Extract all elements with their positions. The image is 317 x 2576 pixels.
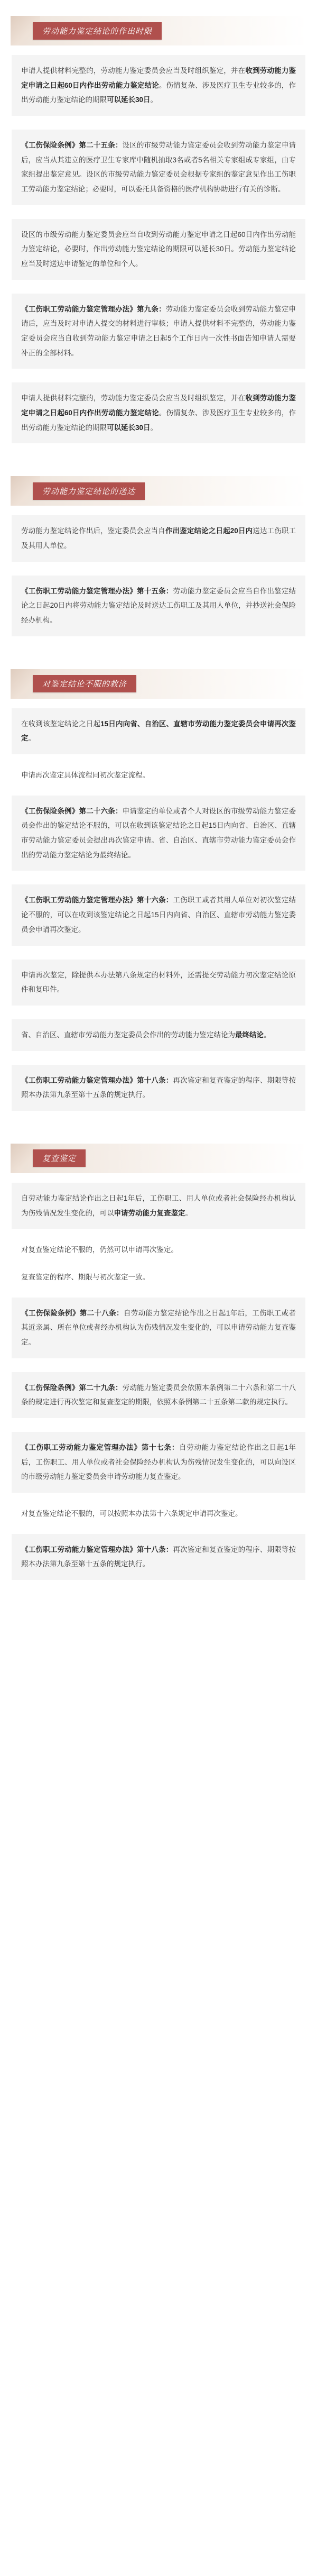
text: 对复查鉴定结论不服的，可以按照本办法第十六条规定申请再次鉴定。 [21, 1509, 243, 1518]
bold-text: 最终结论 [235, 1030, 264, 1039]
bold-text: 申请劳动能力复查鉴定 [114, 1209, 185, 1217]
paragraph-box [12, 576, 305, 636]
text: 。 [150, 423, 158, 432]
paragraph-box [12, 796, 305, 871]
text: 。伤情复杂、涉及医疗卫生专业较多的，作出劳动能力鉴定结论的期限 [21, 409, 296, 432]
bold-text: 《工伤保险条例》第二十六条： [21, 807, 123, 815]
text: 。 [28, 734, 35, 743]
section [0, 460, 317, 653]
plain-paragraph [12, 768, 305, 783]
section [0, 653, 317, 1128]
section [0, 0, 317, 460]
bold-text: 《工伤保险条例》第二十九条： [21, 1383, 123, 1392]
text: 在收到该鉴定结论之日起 [21, 719, 101, 728]
text: 送达工伤职工及其用人单位。 [21, 527, 296, 550]
bold-text: 《工伤职工劳动能力鉴定管理办法》第十八条： [21, 1076, 173, 1084]
text: 自劳动能力鉴定结论作出之日起1年后，工伤职工、用人单位或者社会保险经办机构认为伤残情况发生变化的，可以向设区的市级劳动能力鉴定委员会申请劳动能力复查鉴定。 [21, 1443, 296, 1481]
bold-text: 《工伤职工劳动能力鉴定管理办法》第九条： [21, 305, 166, 313]
section-header [11, 16, 306, 45]
text: 劳动能力鉴定委员会依照本条例第二十六条和第二十八条的规定进行再次鉴定和复查鉴定的期限，依照本条例第二十五条第二款的规定执行。 [21, 1383, 296, 1406]
section-header [11, 669, 306, 699]
section-title: 对鉴定结论不服的救济 [33, 675, 136, 692]
paragraph-box [12, 1019, 305, 1051]
plain-paragraph [12, 1506, 305, 1521]
text: 自劳动能力鉴定结论作出之日起1年后，工伤职工或者其近亲属、所在单位或者经办机构认为伤残情况发生变化的，可以申请劳动能力复查鉴定。 [21, 1309, 296, 1346]
text: 再次鉴定和复查鉴定的程序、期限等按照本办法第九条至第十五条的规定执行。 [21, 1076, 296, 1099]
paragraph-box [12, 1183, 305, 1229]
bold-text: 《工伤职工劳动能力鉴定管理办法》第十六条： [21, 896, 173, 905]
paragraph-box [12, 55, 305, 116]
bold-text: 15日内向省、自治区、直辖市劳动能力鉴定委员会申请再次鉴定 [21, 719, 296, 743]
bold-text: 作出鉴定结论之日起20日内 [165, 527, 253, 535]
bold-text: 可以延长30日 [107, 423, 151, 432]
text: 。 [185, 1209, 192, 1217]
text: 劳动能力鉴定委员会收到劳动能力鉴定申请后，应当及时对申请人提交的材料进行审核；申请人提供材料不完整的，劳动能力鉴定委员会应当自收到劳动能力鉴定申请之日起5个工作日内一次性书面告知申请人需要补正的全部材料。 [21, 305, 296, 357]
paragraph-box [12, 1372, 305, 1418]
paragraph-box [12, 708, 305, 754]
paragraph-box [12, 960, 305, 1006]
text: 工伤职工或者其用人单位对初次鉴定结论不服的，可以在收到该鉴定结论之日起15日内向省、自治区、直辖市劳动能力鉴定委员会申请再次鉴定。 [21, 896, 296, 934]
section-title: 复查鉴定 [33, 1149, 86, 1167]
text: 省、自治区、直辖市劳动能力鉴定委员会作出的劳动能力鉴定结论为 [21, 1030, 235, 1039]
paragraph-box [12, 294, 305, 369]
bold-text: 可以延长30日 [107, 96, 151, 104]
bold-text: 《工伤职工劳动能力鉴定管理办法》第十五条： [21, 587, 173, 595]
section [0, 1128, 317, 1597]
section-title: 劳动能力鉴定结论的作出时限 [33, 22, 162, 40]
bold-text: 《工伤职工劳动能力鉴定管理办法》第十七条： [21, 1443, 179, 1451]
text: 复查鉴定的程序、期限与初次鉴定一致。 [21, 1273, 150, 1281]
text: 设区的市级劳动能力鉴定委员会应当自收到劳动能力鉴定申请之日起60日内作出劳动能力鉴定结论，必要时，作出劳动能力鉴定结论的期限可以延长30日。劳动能力鉴定结论应当及时送达申请鉴定的单位和个人。 [21, 230, 296, 268]
bold-text: 收到劳动能力鉴定申请之日起60日内作出劳动能力鉴定结论 [21, 67, 296, 89]
bold-text: 《工伤职工劳动能力鉴定管理办法》第十八条： [21, 1545, 173, 1554]
text: 对复查鉴定结论不服的，仍然可以申请再次鉴定。 [21, 1246, 178, 1254]
bold-text: 《工伤保险条例》第二十八条： [21, 1309, 124, 1317]
section-title: 劳动能力鉴定结论的送达 [33, 482, 145, 500]
paragraph-box [12, 130, 305, 205]
paragraph-box [12, 1534, 305, 1580]
text: 。 [150, 96, 158, 104]
text: 再次鉴定和复查鉴定的程序、期限等按照本办法第九条至第十五条的规定执行。 [21, 1545, 296, 1568]
text: 劳动能力鉴定委员会应当自作出鉴定结论之日起20日内将劳动能力鉴定结论及时送达工伤职工及其用人单位，并抄送社会保险经办机构。 [21, 587, 296, 625]
text: 。伤情复杂、涉及医疗卫生专业较多的，作出劳动能力鉴定结论的期限 [21, 81, 296, 104]
bold-text: 《工伤保险条例》第二十五条： [21, 141, 123, 150]
paragraph-box [12, 1432, 305, 1493]
text: 申请人提供材料完整的，劳动能力鉴定委员会应当及时组织鉴定，并在 [21, 394, 246, 403]
text: 申请人提供材料完整的，劳动能力鉴定委员会应当及时组织鉴定，并在 [21, 67, 246, 75]
paragraph-box [12, 515, 305, 561]
plain-paragraph [12, 1243, 305, 1257]
paragraph-box [12, 884, 305, 945]
bold-text: 收到劳动能力鉴定申请之日起60日内作出劳动能力鉴定结论 [21, 394, 296, 417]
section-header [11, 1144, 306, 1173]
text: 申请再次鉴定具体流程同初次鉴定流程。 [21, 771, 150, 780]
paragraph-box [12, 382, 305, 443]
paragraph-box [12, 219, 305, 280]
text: 。 [264, 1030, 271, 1039]
paragraph-box [12, 1065, 305, 1111]
text: 设区的市级劳动能力鉴定委员会收到劳动能力鉴定申请后，应当从其建立的医疗卫生专家库中随机抽取3名或者5名相关专家组成专家组，由专家组提出鉴定意见。设区的市级劳动能力鉴定委员会根据专家组的鉴定意见作出工伤职工劳动能力鉴定结论；必要时，可以委托具备资格的医疗机构协助进行有关的诊断。 [21, 141, 296, 194]
text: 申请再次鉴定，除提供本办法第八条规定的材料外，还需提交劳动能力初次鉴定结论原件和复印件。 [21, 971, 296, 994]
text: 劳动能力鉴定结论作出后，鉴定委员会应当自 [21, 527, 165, 535]
paragraph-box [12, 1298, 305, 1358]
section-header [11, 476, 306, 506]
plain-paragraph [12, 1270, 305, 1285]
text: 申请鉴定的单位或者个人对设区的市级劳动能力鉴定委员会作出的鉴定结论不服的，可以在收到该鉴定结论之日起15日内向省、自治区、直辖市劳动能力鉴定委员会提出再次鉴定申请。省、自治区、直辖市劳动能力鉴定委员会作出的劳动能力鉴定结论为最终结论。 [21, 807, 296, 859]
text: 自劳动能力鉴定结论作出之日起1年后，工伤职工、用人单位或者社会保险经办机构认为伤残情况发生变化的，可以 [21, 1194, 296, 1217]
